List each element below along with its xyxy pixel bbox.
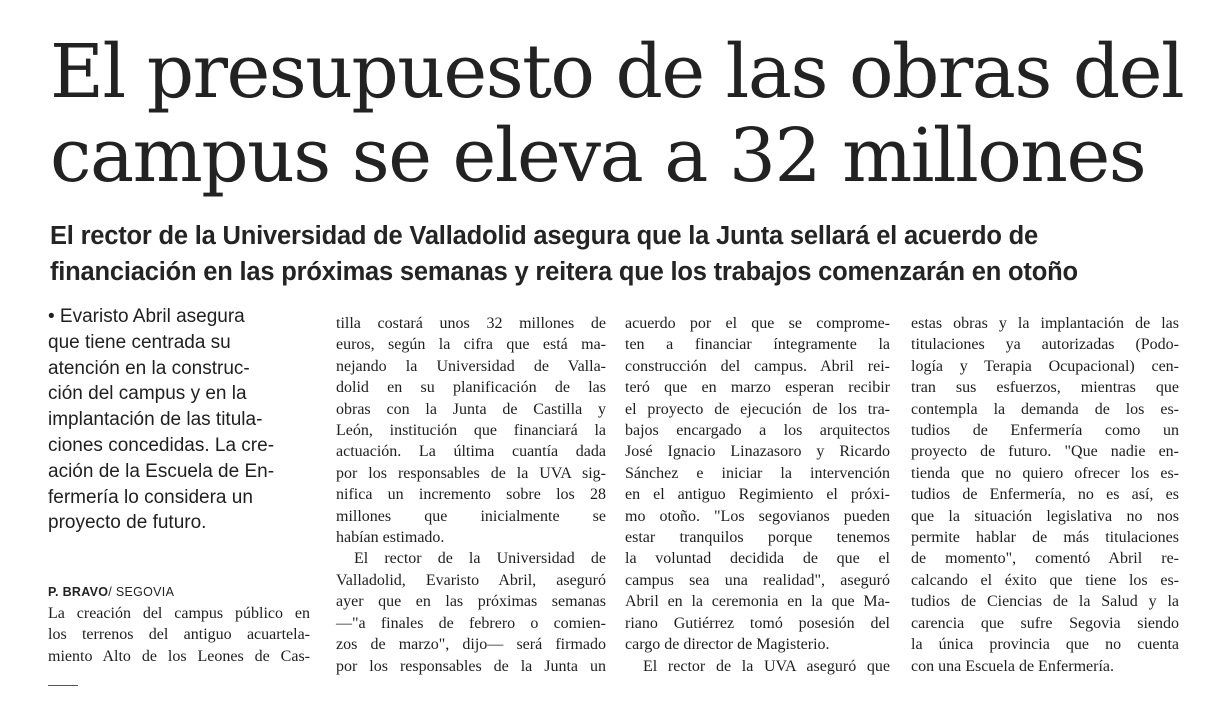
column-line: euros, según la cifra que está ma-	[336, 336, 606, 354]
column-end-rule	[48, 685, 78, 686]
column-line: de momento", comentó Abril re-	[911, 550, 1179, 568]
column-line: nejando la Universidad de Valla-	[336, 357, 606, 375]
column-line: en el antiguo Regimiento el próxi-	[625, 486, 890, 504]
column-line: por los responsables de la Junta un	[336, 657, 606, 675]
column-line: proyecto de futuro. "Que nadie en-	[911, 443, 1179, 461]
column-line: cargo de director de Magisterio.	[625, 636, 830, 654]
column-line: calcando el éxito que tiene los es-	[911, 571, 1179, 589]
column-line: tudios de Enfermería, no es así, es	[911, 486, 1179, 504]
column-line: los terrenos del antiguo acuartela-	[48, 626, 310, 644]
article-column-1	[48, 603, 310, 667]
column-line: logía y Terapia Ocupacional) cen-	[911, 357, 1179, 375]
lead-summary	[48, 304, 298, 536]
column-line: dolid en su planificación de las	[336, 379, 606, 397]
column-line: miento Alto de los Leones de Cas-	[48, 647, 310, 665]
column-line: el proyecto de ejecución de los tra-	[625, 400, 890, 418]
column-line: la voluntad decidida de que el	[625, 550, 890, 568]
subheadline-line-2: financiación en las próximas semanas y reitera que los trabajos comenzarán en otoño	[50, 258, 1078, 286]
lead-line: ación de la Escuela de En-	[48, 460, 275, 482]
column-line: estas obras y la implantación de las	[911, 315, 1179, 332]
column-line: zos de marzo", dijo— será firmado	[336, 636, 606, 654]
column-line: nifica un incremento sobre los 28	[336, 486, 606, 504]
byline	[48, 585, 174, 599]
lead-line: proyecto de futuro.	[48, 512, 207, 534]
column-line: El rector de la UVA aseguró que	[643, 657, 890, 675]
lead-line: fermería lo considera un	[48, 486, 253, 508]
column-line: carencia que sufre Segovia siendo	[911, 614, 1179, 632]
column-line: teró que en marzo esperan recibir	[625, 379, 890, 397]
lead-line: ciones concedidas. La cre-	[48, 434, 275, 456]
column-line: habían estimado.	[336, 529, 445, 547]
column-line: Abril en la ceremonia en la que Ma-	[625, 593, 890, 611]
headline	[50, 30, 1200, 198]
column-line: La creación del campus público en	[48, 605, 310, 622]
column-line: José Ignacio Linazasoro y Ricardo	[625, 443, 890, 461]
column-line: El rector de la Universidad de	[354, 550, 606, 568]
article-column-4	[911, 313, 1179, 677]
lead-line: ción del campus y en la	[48, 383, 247, 405]
column-line: campus sea una realidad", aseguró	[625, 571, 890, 589]
column-line: con una Escuela de Enfermería.	[911, 657, 1115, 675]
lead-line: que tiene centrada su	[48, 331, 231, 353]
column-line: riano Gutiérrez tomó posesión del	[625, 614, 890, 632]
column-line: tudios de Ciencias de la Salud y la	[911, 593, 1179, 611]
column-line: tienda que no quiero ofrecer los es-	[911, 464, 1179, 482]
headline-line-1: El presupuesto de las obras del	[50, 29, 1184, 115]
column-line: acuerdo por el que se comprome-	[625, 315, 890, 332]
byline-place: / SEGOVIA	[108, 585, 175, 599]
column-line: actuación. La última cuantía dada	[336, 443, 606, 461]
column-line: millones que inicialmente se	[336, 507, 606, 525]
article-column-3	[625, 313, 890, 677]
column-line: obras con la Junta de Castilla y	[336, 400, 606, 418]
column-line: tudios de Enfermería como un	[911, 422, 1179, 440]
column-line: contempla la demanda de los es-	[911, 400, 1179, 418]
column-line: construcción del campus. Abril rei-	[625, 357, 890, 375]
column-line: titulaciones ya autorizadas (Podo-	[911, 336, 1179, 354]
byline-author: P. BRAVO	[48, 585, 109, 599]
column-line: la única provincia que no cuenta	[911, 636, 1179, 654]
column-line: ten a financiar íntegramente la	[625, 336, 890, 354]
lead-line: implantación de las titula-	[48, 409, 263, 431]
lead-line: • Evaristo Abril asegura	[48, 306, 245, 327]
column-line: Valladolid, Evaristo Abril, aseguró	[336, 571, 606, 589]
column-line: estar tranquilos porque tenemos	[625, 529, 890, 547]
article-column-2	[336, 313, 606, 677]
column-line: León, institución que financiará la	[336, 422, 606, 440]
column-line: mo otoño. "Los segovianos pueden	[625, 507, 890, 525]
column-line: bajos encargado a los arquitectos	[625, 422, 890, 440]
column-line: Sánchez e iniciar la intervención	[625, 464, 890, 482]
subheadline-line-1: El rector de la Universidad de Valladolid asegura que la Junta sellará el acuerdo de	[50, 222, 1038, 250]
column-line: tilla costará unos 32 millones de	[336, 315, 606, 332]
subheadline	[50, 218, 1200, 290]
column-line: —"a finales de febrero o comien-	[336, 614, 606, 632]
lead-line: atención en la construc-	[48, 357, 250, 379]
column-line: por los responsables de la UVA sig-	[336, 464, 606, 482]
column-line: tran sus esfuerzos, mientras que	[911, 379, 1179, 397]
column-line: ayer que en las próximas semanas	[336, 593, 606, 611]
column-line: permite hablar de más titulaciones	[911, 529, 1179, 547]
column-line: que la situación legislativa no nos	[911, 507, 1179, 525]
headline-line-2: campus se eleva a 32 millones	[50, 113, 1146, 199]
